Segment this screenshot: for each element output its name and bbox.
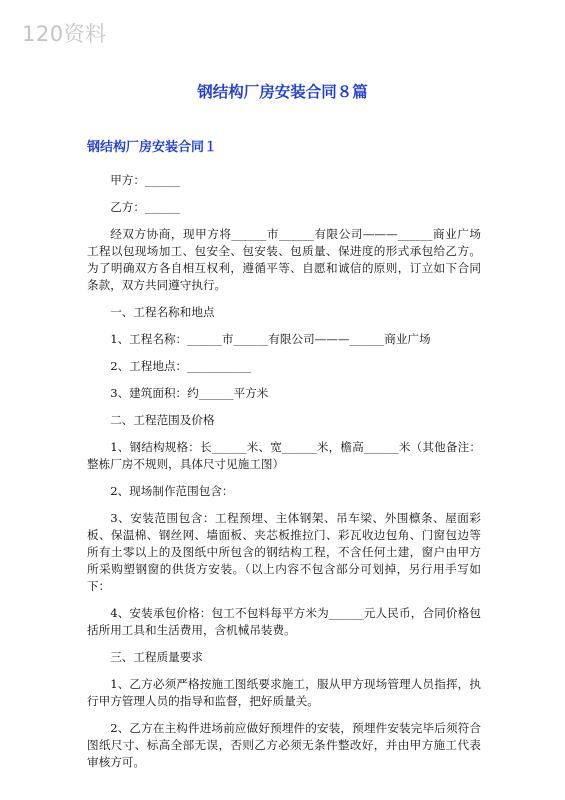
document-title: 钢结构厂房安装合同８篇 bbox=[197, 83, 368, 101]
section-title: 钢结构厂房安装合同１ bbox=[87, 140, 218, 155]
clause-building-area: 3、建筑面积：约______平方米 bbox=[110, 386, 269, 400]
clause-install-scope: 3、安装范围包含：工程预埋、主体钢架、吊车梁、外围檩条、屋面彩板、保温棉、钢丝网、墙面板、夹芯板推拉门、彩瓦收边包角、门窗包边等所有土零以上的及图纸中所包含的钢结构工程，不含任何土建，窗户由甲方所采购塑钢窗的供货方安装。（以上内容不包含部分可划掉，另行用手写如下： bbox=[87, 511, 481, 593]
clause-onsite-scope: 2、现场制作范围包含： bbox=[110, 484, 234, 498]
party-b-line: 乙方：______ bbox=[110, 200, 180, 214]
watermark: 120资料 bbox=[22, 22, 107, 46]
clause-project-location: 2、工程地点：___________ bbox=[110, 359, 251, 373]
clause-quality-1: 1、乙方必须严格按施工图纸要求施工，服从甲方现场管理人员指挥，执行甲方管理人员的指导和监督，把好质量关。 bbox=[87, 677, 481, 708]
clause-quality-2: 2、乙方在主构件进场前应做好预埋件的安装，预埋件安装完毕后须符合图纸尺寸、标高全部无误，否则乙方必须无条件整改好，并由甲方施工代表审核方可。 bbox=[87, 721, 481, 769]
clause-steel-spec: 1、钢结构规格：长______米、宽______米，檐高______米（其他备注：整栋厂房不规则，具体尺寸见施工图） bbox=[87, 440, 481, 471]
heading-scope-price: 二、工程范围及价格 bbox=[110, 413, 215, 427]
party-a-line: 甲方：______ bbox=[110, 173, 180, 187]
intro-paragraph: 经双方协商，现甲方将______市______有限公司———______商业广场工程以包现场加工、包安全、包安装、包质量、保进度的形式承包给乙方。为了明确双方各自相互权利，遵循平等、自愿和诚信的原则，订立如下合同条款，双方共同遵守执行。 bbox=[87, 227, 481, 292]
clause-install-price: 4、安装承包价格：包工不包料每平方米为______元人民币，合同价格包括所用工具和生活费用，含机械吊装费。 bbox=[87, 606, 481, 637]
heading-quality: 三、工程质量要求 bbox=[110, 650, 203, 664]
clause-project-name: 1、工程名称：______市______有限公司———______商业广场 bbox=[110, 332, 431, 346]
heading-project-name-location: 一、工程名称和地点 bbox=[110, 305, 215, 319]
contract-body bbox=[87, 172, 481, 781]
